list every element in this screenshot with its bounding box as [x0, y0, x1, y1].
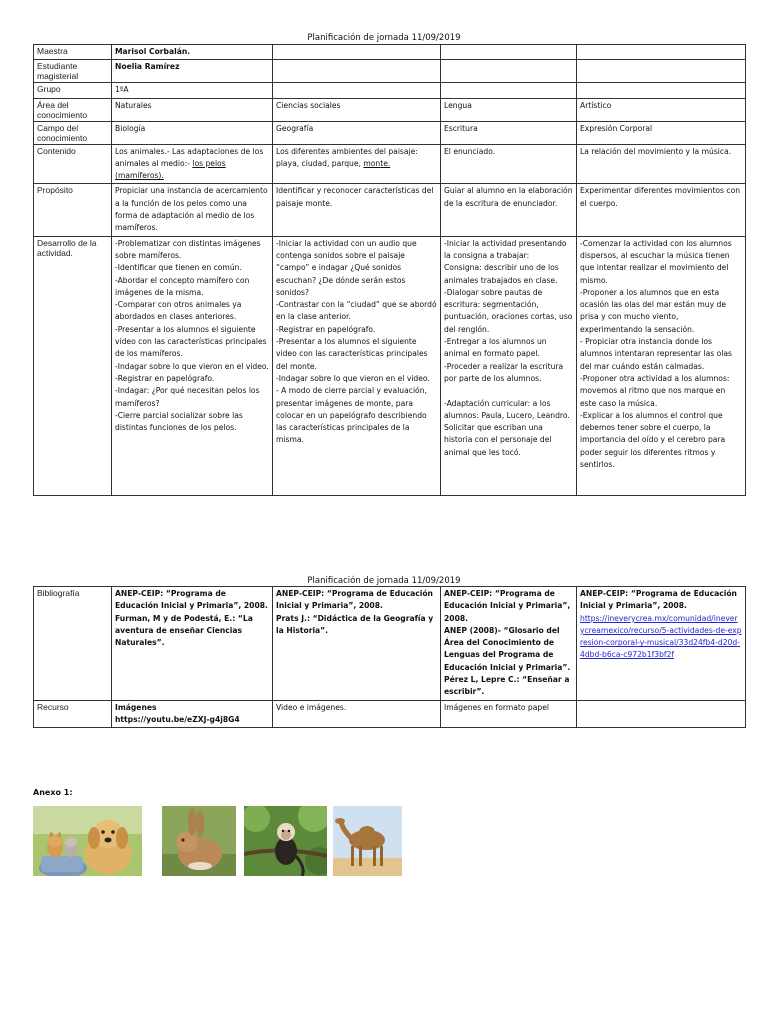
area-lengua: Lengua — [441, 98, 577, 121]
desarrollo-sociales: -Iniciar la actividad con un audio que contenga sonidos sobre el paisaje “campo” e indagar ¿Qué sonidos escuchan? ¿De dónde serán estos sonidos? -Contrastar con la “ciudad” que se abordó en la clase anterior. -Registrar en papelógrafo. -Presentar a los alumnos el siguiente video con las características principales del monte. -Indagar sobre lo que vieron en el video. - A modo de cierre parcial y evaluación, presentar imágenes de monte, para colocar en un papelógrafo describiendo las características principales de la misma. — [273, 236, 441, 495]
bibliografia-lengua: ANEP-CEIP: “Programa de Educación Inicial y Primaria”, 2008. ANEP (2008)- “Glosario del Área del Conocimiento de Lenguas del Programa de Educación Inicial y Primaria”. Pérez L, Lepre C.: “Enseñar a escribir”. — [441, 587, 577, 701]
planning-table-1 — [33, 44, 746, 496]
grupo-label: Grupo — [34, 83, 112, 98]
planning-table-2 — [33, 586, 746, 728]
annex-label: Anexo 1: — [33, 788, 73, 797]
campo-biologia: Biología — [112, 121, 273, 144]
recurso-artistico — [577, 700, 746, 728]
proposito-artistico: Experimentar diferentes movimientos con el cuerpo. — [577, 184, 746, 236]
area-naturales: Naturales — [112, 98, 273, 121]
proposito-label: Propósito — [34, 184, 112, 236]
recurso-sociales: Video e imágenes. — [273, 700, 441, 728]
estudiante-label: Estudiante magisterial — [34, 60, 112, 83]
desarrollo-lengua: -Iniciar la actividad presentando la consigna a trabajar: Consigna: describir uno de los animales trabajados en clase. -Dialogar sobre pautas de escritura: segmentación, puntuación, oraciones cortas, uso del renglón. -Entregar a los alumnos un animal en formato papel. -Proceder a realizar la escritura por parte de los alumnos. -Adaptación curricular: a los alumnos: Paula, Lucero, Leandro. Solicitar que escriban una historia con el personaje del animal que les tocó. — [441, 236, 577, 495]
bibliografia-artistico-text: ANEP-CEIP: “Programa de Educación Inicial y Primaria”, 2008. — [580, 589, 737, 611]
rabbit-photo — [162, 806, 236, 876]
area-artistico: Artístico — [577, 98, 746, 121]
campo-escritura: Escritura — [441, 121, 577, 144]
bibliografia-naturales: ANEP-CEIP: “Programa de Educación Inicial y Primaria”, 2008. Furman, M y de Podestá, E.: “La aventura de enseñar Ciencias Naturales”. — [112, 587, 273, 701]
maestra-value: Marisol Corbalán. — [112, 45, 273, 60]
grupo-value: 1ºA — [112, 83, 273, 98]
recurso-naturales: Imágenes https://youtu.be/eZXJ-g4j8G4 — [112, 700, 273, 728]
contenido-lengua: El enunciado. — [441, 144, 577, 184]
contenido-naturales: Los animales.- Las adaptaciones de los animales al medio:- los pelos (mamíferos). — [112, 144, 273, 184]
page-title-2: Planificación de jornada 11/09/2019 — [307, 576, 461, 586]
bibliografia-artistico — [577, 587, 746, 701]
campo-expresion: Expresión Corporal — [577, 121, 746, 144]
resource-link[interactable]: https://ineverycrea.mx/comunidad/ineverycreamexico/recurso/5-actividades-de-expresion-corporal-y-musical/33d24fb4-d20d-4dbd-b6ca-c972b1f3bf2f — [580, 613, 742, 660]
proposito-sociales: Identificar y reconocer características del paisaje monte. — [273, 184, 441, 236]
maestra-label: Maestra — [34, 45, 112, 60]
contenido-sociales: Los diferentes ambientes del paisaje: playa, ciudad, parque, monte. — [273, 144, 441, 184]
contenido-artistico: La relación del movimiento y la música. — [577, 144, 746, 184]
contenido-label: Contenido — [34, 144, 112, 184]
page-title-1: Planificación de jornada 11/09/2019 — [307, 33, 461, 43]
recurso-label: Recurso — [34, 700, 112, 728]
area-label: Área del conocimiento — [34, 98, 112, 121]
bibliografia-sociales: ANEP-CEIP: “Programa de Educación Inicial y Primaria”, 2008. Prats J.: “Didáctica de la Geografía y la Historia”. — [273, 587, 441, 701]
area-sociales: Ciencias sociales — [273, 98, 441, 121]
desarrollo-label: Desarrollo de la actividad. — [34, 236, 112, 495]
recurso-lengua: Imágenes en formato papel — [441, 700, 577, 728]
estudiante-value: Noelia Ramírez — [112, 60, 273, 83]
proposito-naturales: Propiciar una instancia de acercamiento a la función de los pelos como una forma de adaptación al medio de los mamíferos. — [112, 184, 273, 236]
bibliografia-label: Bibliografía — [34, 587, 112, 701]
camel-photo — [333, 806, 402, 876]
desarrollo-naturales: -Problematizar con distintas imágenes sobre mamíferos. -Identificar que tienen en común. -Abordar el concepto mamífero con imágenes de la misma. -Comparar con otros animales ya abordados en clases anteriores. -Presentar a los alumnos el siguiente video con las características principales de los mamíferos. -Indagar sobre lo que vieron en el video. -Registrar en papelógrafo. -Indagar: ¿Por qué necesitan pelos los mamíferos? -Cierre parcial socializar sobre las distintas funciones de los pelos. — [112, 236, 273, 495]
campo-geografia: Geografía — [273, 121, 441, 144]
desarrollo-artistico: -Comenzar la actividad con los alumnos dispersos, al escuchar la música tienen que intentar realizar el movimiento del mismo. -Proponer a los alumnos que en esta ocasión las olas del mar están muy de prisa y con mucho viento, experimentando la sensación. - Propiciar otra instancia donde los alumnos intentaran representar las olas del mar cuándo están calmadas. -Proponer otra actividad a los alumnos: movemos al ritmo que nos marque en este caso la música. -Explicar a los alumnos el control que debemos tener sobre el cuerpo, la importancia del oído y el cerebro para poder seguir los diferentes ritmos y sentirlos. — [577, 236, 746, 495]
campo-label: Campo del conocimiento — [34, 121, 112, 144]
proposito-lengua: Guiar al alumno en la elaboración de la escritura de enunciador. — [441, 184, 577, 236]
puppy-kitten-photo — [33, 806, 142, 876]
monkey-photo — [244, 806, 327, 876]
